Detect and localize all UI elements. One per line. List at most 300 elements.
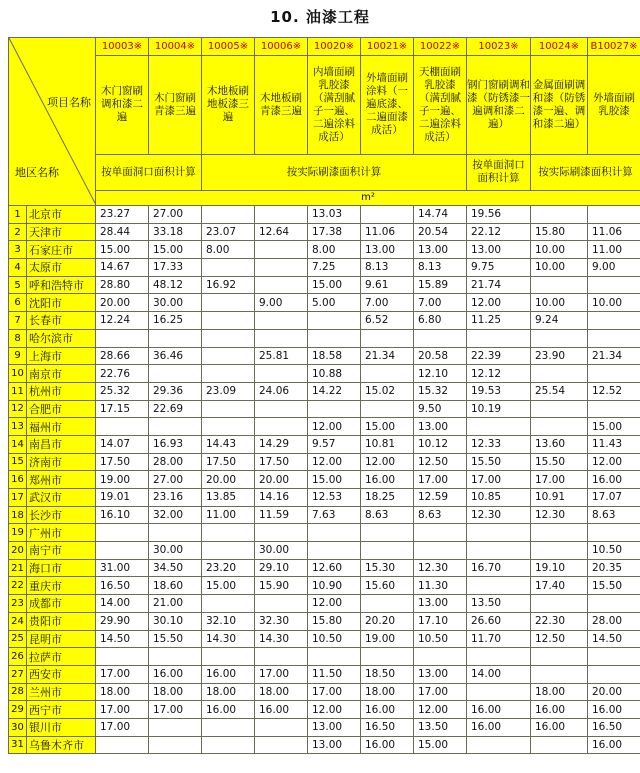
price-cell: 6.52 [361, 312, 414, 330]
row-number: 18 [9, 506, 27, 524]
price-cell [202, 524, 255, 542]
price-cell [202, 736, 255, 754]
price-cell [361, 400, 414, 418]
table-row [9, 595, 640, 613]
row-number: 20 [9, 542, 27, 560]
price-cell: 16.00 [467, 701, 531, 719]
price-cell: 12.50 [414, 453, 467, 471]
price-cell: 23.09 [202, 382, 255, 400]
city-name: 南昌市 [27, 435, 96, 453]
price-cell: 15.80 [308, 612, 361, 630]
item-name-cell: 木门窗刷调和漆二遍 [96, 56, 149, 155]
table-row [9, 701, 640, 719]
price-cell [531, 524, 588, 542]
row-number: 25 [9, 630, 27, 648]
price-cell: 13.60 [531, 435, 588, 453]
price-cell: 18.00 [531, 683, 588, 701]
price-cell: 16.25 [149, 312, 202, 330]
price-cell: 12.00 [308, 418, 361, 436]
basis-door-window-b: 按单面洞口面积计算 [467, 154, 531, 190]
price-cell: 17.00 [96, 701, 149, 719]
price-cell: 10.81 [361, 435, 414, 453]
table-row [9, 276, 640, 294]
price-cell: 13.00 [361, 241, 414, 259]
price-cell: 28.44 [96, 223, 149, 241]
price-cell: 12.00 [308, 453, 361, 471]
price-cell: 9.00 [255, 294, 308, 312]
row-number: 2 [9, 223, 27, 241]
table-row [9, 471, 640, 489]
price-cell [96, 329, 149, 347]
row-number: 3 [9, 241, 27, 259]
table-body [9, 206, 640, 754]
price-cell [467, 683, 531, 701]
item-name-cell: 天棚面刷乳胶漆（满刮腻子一遍、二遍涂料成活） [414, 56, 467, 155]
table-row [9, 648, 640, 666]
price-cell [361, 542, 414, 560]
price-cell: 9.57 [308, 435, 361, 453]
item-name-cell: 外墙面刷乳胶漆 [588, 56, 640, 155]
table-row [9, 329, 640, 347]
price-cell [96, 648, 149, 666]
price-cell: 28.66 [96, 347, 149, 365]
price-cell [96, 736, 149, 754]
table-row [9, 294, 640, 312]
price-cell: 14.50 [588, 630, 640, 648]
price-cell: 8.63 [588, 506, 640, 524]
price-cell: 7.00 [414, 294, 467, 312]
price-cell: 13.00 [467, 241, 531, 259]
price-cell: 11.70 [467, 630, 531, 648]
price-cell: 8.00 [202, 241, 255, 259]
price-cell: 17.15 [96, 400, 149, 418]
price-cell: 18.00 [202, 683, 255, 701]
price-cell [202, 365, 255, 383]
price-cell [414, 524, 467, 542]
price-cell: 15.89 [414, 276, 467, 294]
row-number: 4 [9, 259, 27, 277]
table-row [9, 347, 640, 365]
price-cell: 17.50 [202, 453, 255, 471]
price-cell: 7.63 [308, 506, 361, 524]
price-cell: 11.00 [202, 506, 255, 524]
price-cell: 12.59 [414, 489, 467, 507]
price-cell: 16.00 [255, 701, 308, 719]
price-cell: 23.27 [96, 206, 149, 224]
price-cell: 13.85 [202, 489, 255, 507]
code-cell: 10022※ [414, 38, 467, 56]
price-cell: 16.00 [531, 718, 588, 736]
price-cell: 18.00 [149, 683, 202, 701]
price-cell [531, 329, 588, 347]
price-cell [255, 329, 308, 347]
price-table [8, 37, 640, 754]
price-cell: 48.12 [149, 276, 202, 294]
price-cell: 22.76 [96, 365, 149, 383]
price-cell [588, 206, 640, 224]
table-row [9, 435, 640, 453]
price-cell [531, 365, 588, 383]
price-cell: 14.29 [255, 435, 308, 453]
price-cell: 20.00 [588, 683, 640, 701]
price-cell: 12.00 [308, 701, 361, 719]
code-cell: 10021※ [361, 38, 414, 56]
price-cell: 29.36 [149, 382, 202, 400]
price-cell: 25.32 [96, 382, 149, 400]
price-cell [588, 665, 640, 683]
price-cell: 17.33 [149, 259, 202, 277]
price-cell [96, 418, 149, 436]
row-number: 13 [9, 418, 27, 436]
city-name: 福州市 [27, 418, 96, 436]
price-cell [255, 276, 308, 294]
price-cell: 14.22 [308, 382, 361, 400]
price-cell: 15.50 [149, 630, 202, 648]
price-cell: 16.00 [588, 471, 640, 489]
price-cell: 8.13 [361, 259, 414, 277]
price-cell: 17.10 [414, 612, 467, 630]
price-cell [588, 329, 640, 347]
price-cell: 7.00 [361, 294, 414, 312]
price-cell: 17.00 [531, 471, 588, 489]
price-cell: 16.00 [202, 665, 255, 683]
item-name-cell: 钢门窗刷调和漆（防锈漆一遍调和漆二遍） [467, 56, 531, 155]
price-cell [202, 294, 255, 312]
price-cell: 13.00 [414, 665, 467, 683]
item-name-cell: 木地板刷青漆三遍 [255, 56, 308, 155]
price-cell: 16.50 [361, 718, 414, 736]
item-name-cell: 金属面刷调和漆（防锈漆一遍、调和漆二遍） [531, 56, 588, 155]
row-number: 23 [9, 595, 27, 613]
price-cell: 16.00 [531, 701, 588, 719]
price-cell: 8.63 [361, 506, 414, 524]
price-cell [588, 400, 640, 418]
price-cell: 14.30 [202, 630, 255, 648]
price-cell: 30.10 [149, 612, 202, 630]
row-number: 30 [9, 718, 27, 736]
price-cell: 28.00 [588, 612, 640, 630]
price-cell: 34.50 [149, 559, 202, 577]
table-row [9, 683, 640, 701]
table-row [9, 223, 640, 241]
price-cell: 11.59 [255, 506, 308, 524]
price-cell [255, 400, 308, 418]
price-cell: 13.00 [414, 418, 467, 436]
price-cell: 17.00 [308, 683, 361, 701]
city-name: 银川市 [27, 718, 96, 736]
price-cell: 14.74 [414, 206, 467, 224]
price-cell: 22.69 [149, 400, 202, 418]
price-cell: 19.00 [361, 630, 414, 648]
price-cell: 7.25 [308, 259, 361, 277]
city-name: 太原市 [27, 259, 96, 277]
price-cell: 17.00 [96, 665, 149, 683]
price-cell [255, 595, 308, 613]
table-row [9, 418, 640, 436]
price-cell: 18.58 [308, 347, 361, 365]
price-cell: 10.00 [588, 294, 640, 312]
price-cell: 12.24 [96, 312, 149, 330]
price-cell: 10.00 [531, 294, 588, 312]
price-cell [588, 648, 640, 666]
price-cell: 16.00 [361, 471, 414, 489]
row-number: 22 [9, 577, 27, 595]
price-cell: 12.12 [467, 365, 531, 383]
city-name: 郑州市 [27, 471, 96, 489]
price-cell: 14.16 [255, 489, 308, 507]
price-cell: 28.80 [96, 276, 149, 294]
price-cell [308, 524, 361, 542]
price-cell: 8.63 [414, 506, 467, 524]
price-cell: 25.81 [255, 347, 308, 365]
price-cell: 12.00 [588, 453, 640, 471]
code-cell: B10027※ [588, 38, 640, 56]
price-cell: 32.10 [202, 612, 255, 630]
price-cell: 15.00 [308, 276, 361, 294]
table-row [9, 542, 640, 560]
price-cell: 20.58 [414, 347, 467, 365]
price-cell: 13.00 [308, 736, 361, 754]
price-cell [588, 312, 640, 330]
city-name: 上海市 [27, 347, 96, 365]
city-name: 济南市 [27, 453, 96, 471]
price-cell: 11.43 [588, 435, 640, 453]
price-cell: 17.00 [467, 471, 531, 489]
price-cell: 12.30 [414, 559, 467, 577]
price-cell: 12.52 [588, 382, 640, 400]
table-row [9, 718, 640, 736]
item-name-label: 项目名称 [47, 96, 91, 109]
price-cell [255, 312, 308, 330]
city-name: 天津市 [27, 223, 96, 241]
price-cell [308, 312, 361, 330]
row-number: 12 [9, 400, 27, 418]
price-cell [255, 259, 308, 277]
row-number: 9 [9, 347, 27, 365]
price-cell: 24.06 [255, 382, 308, 400]
price-cell [531, 542, 588, 560]
price-cell: 16.00 [588, 701, 640, 719]
price-cell [202, 418, 255, 436]
price-cell: 12.00 [414, 701, 467, 719]
price-cell [588, 365, 640, 383]
row-number: 1 [9, 206, 27, 224]
price-cell: 9.00 [588, 259, 640, 277]
table-row [9, 241, 640, 259]
code-cell: 10020※ [308, 38, 361, 56]
price-cell: 10.00 [531, 241, 588, 259]
price-cell: 16.50 [96, 577, 149, 595]
price-cell: 30.00 [149, 542, 202, 560]
price-cell: 10.19 [467, 400, 531, 418]
price-cell: 11.25 [467, 312, 531, 330]
price-cell: 13.50 [467, 595, 531, 613]
price-cell: 11.06 [361, 223, 414, 241]
price-cell [255, 736, 308, 754]
price-cell [531, 595, 588, 613]
city-name: 广州市 [27, 524, 96, 542]
price-cell: 9.50 [414, 400, 467, 418]
table-row [9, 453, 640, 471]
price-cell: 16.00 [202, 701, 255, 719]
price-cell: 23.20 [202, 559, 255, 577]
code-cell: 10005※ [202, 38, 255, 56]
price-cell [414, 648, 467, 666]
price-cell: 14.30 [255, 630, 308, 648]
price-cell [361, 365, 414, 383]
row-number: 31 [9, 736, 27, 754]
price-cell [531, 276, 588, 294]
table-row [9, 524, 640, 542]
price-cell: 29.10 [255, 559, 308, 577]
price-cell: 12.50 [531, 630, 588, 648]
price-cell: 11.06 [588, 223, 640, 241]
price-cell: 21.00 [149, 595, 202, 613]
price-cell: 15.32 [414, 382, 467, 400]
price-cell: 15.00 [96, 241, 149, 259]
price-cell [202, 400, 255, 418]
code-cell: 10024※ [531, 38, 588, 56]
price-cell: 6.80 [414, 312, 467, 330]
price-cell [467, 736, 531, 754]
price-cell [588, 524, 640, 542]
price-cell: 9.24 [531, 312, 588, 330]
price-cell [531, 665, 588, 683]
city-name: 乌鲁木齐市 [27, 736, 96, 754]
table-row [9, 382, 640, 400]
price-cell: 19.01 [96, 489, 149, 507]
price-cell: 18.00 [361, 683, 414, 701]
price-cell: 20.35 [588, 559, 640, 577]
price-cell: 13.50 [414, 718, 467, 736]
price-cell [467, 648, 531, 666]
table-row [9, 312, 640, 330]
price-cell: 8.13 [414, 259, 467, 277]
price-cell: 10.85 [467, 489, 531, 507]
price-cell: 16.10 [96, 506, 149, 524]
price-cell: 29.90 [96, 612, 149, 630]
price-cell [531, 648, 588, 666]
price-cell: 14.00 [467, 665, 531, 683]
price-cell [414, 329, 467, 347]
price-cell: 14.00 [96, 595, 149, 613]
city-name: 武汉市 [27, 489, 96, 507]
price-cell [308, 400, 361, 418]
price-cell: 13.00 [414, 595, 467, 613]
price-cell: 12.00 [308, 595, 361, 613]
price-cell: 19.00 [96, 471, 149, 489]
price-cell: 10.00 [531, 259, 588, 277]
price-cell: 32.00 [149, 506, 202, 524]
price-cell [149, 524, 202, 542]
price-cell: 16.70 [467, 559, 531, 577]
price-cell [361, 206, 414, 224]
price-cell: 16.92 [202, 276, 255, 294]
price-cell [255, 365, 308, 383]
price-cell: 10.88 [308, 365, 361, 383]
basis-actual-b: 按实际刷漆面积计算 [531, 154, 640, 190]
price-cell: 17.00 [255, 665, 308, 683]
price-cell: 11.30 [414, 577, 467, 595]
table-row [9, 665, 640, 683]
price-cell: 14.50 [96, 630, 149, 648]
price-cell [467, 577, 531, 595]
price-cell [361, 595, 414, 613]
table-row [9, 630, 640, 648]
price-cell: 15.50 [588, 577, 640, 595]
price-cell [255, 524, 308, 542]
row-number: 28 [9, 683, 27, 701]
row-number: 24 [9, 612, 27, 630]
table-row [9, 259, 640, 277]
price-cell: 11.00 [588, 241, 640, 259]
table-row [9, 736, 640, 754]
city-name: 北京市 [27, 206, 96, 224]
price-cell: 16.00 [361, 701, 414, 719]
header-corner [9, 38, 96, 206]
city-name: 沈阳市 [27, 294, 96, 312]
price-cell: 16.50 [588, 718, 640, 736]
price-cell: 25.54 [531, 382, 588, 400]
price-cell [308, 648, 361, 666]
price-cell: 16.93 [149, 435, 202, 453]
city-name: 海口市 [27, 559, 96, 577]
price-cell: 26.60 [467, 612, 531, 630]
price-cell: 12.00 [361, 453, 414, 471]
price-cell: 32.30 [255, 612, 308, 630]
price-cell [149, 418, 202, 436]
price-cell: 28.00 [149, 453, 202, 471]
code-cell: 10004※ [149, 38, 202, 56]
price-cell: 18.60 [149, 577, 202, 595]
city-name: 重庆市 [27, 577, 96, 595]
price-cell [308, 542, 361, 560]
price-cell: 19.10 [531, 559, 588, 577]
city-name: 西宁市 [27, 701, 96, 719]
price-cell: 15.80 [531, 223, 588, 241]
row-number: 6 [9, 294, 27, 312]
city-name: 呼和浩特市 [27, 276, 96, 294]
price-cell: 15.00 [588, 418, 640, 436]
price-cell: 15.00 [361, 418, 414, 436]
price-cell: 20.00 [255, 471, 308, 489]
row-number: 21 [9, 559, 27, 577]
price-cell: 17.50 [255, 453, 308, 471]
price-cell: 10.12 [414, 435, 467, 453]
price-cell: 22.12 [467, 223, 531, 241]
basis-door-window-a: 按单面洞口面积计算 [96, 154, 202, 190]
price-cell: 9.75 [467, 259, 531, 277]
price-cell [202, 329, 255, 347]
price-cell [202, 259, 255, 277]
city-name: 兰州市 [27, 683, 96, 701]
city-name: 南京市 [27, 365, 96, 383]
code-cell: 10006※ [255, 38, 308, 56]
row-number: 27 [9, 665, 27, 683]
price-cell: 17.40 [531, 577, 588, 595]
price-cell [149, 329, 202, 347]
price-cell: 10.50 [308, 630, 361, 648]
price-cell: 15.00 [202, 577, 255, 595]
table-row [9, 577, 640, 595]
table-row [9, 400, 640, 418]
price-cell [361, 524, 414, 542]
price-cell: 18.00 [96, 683, 149, 701]
price-cell: 30.00 [149, 294, 202, 312]
row-number: 29 [9, 701, 27, 719]
row-number: 11 [9, 382, 27, 400]
price-cell [202, 312, 255, 330]
